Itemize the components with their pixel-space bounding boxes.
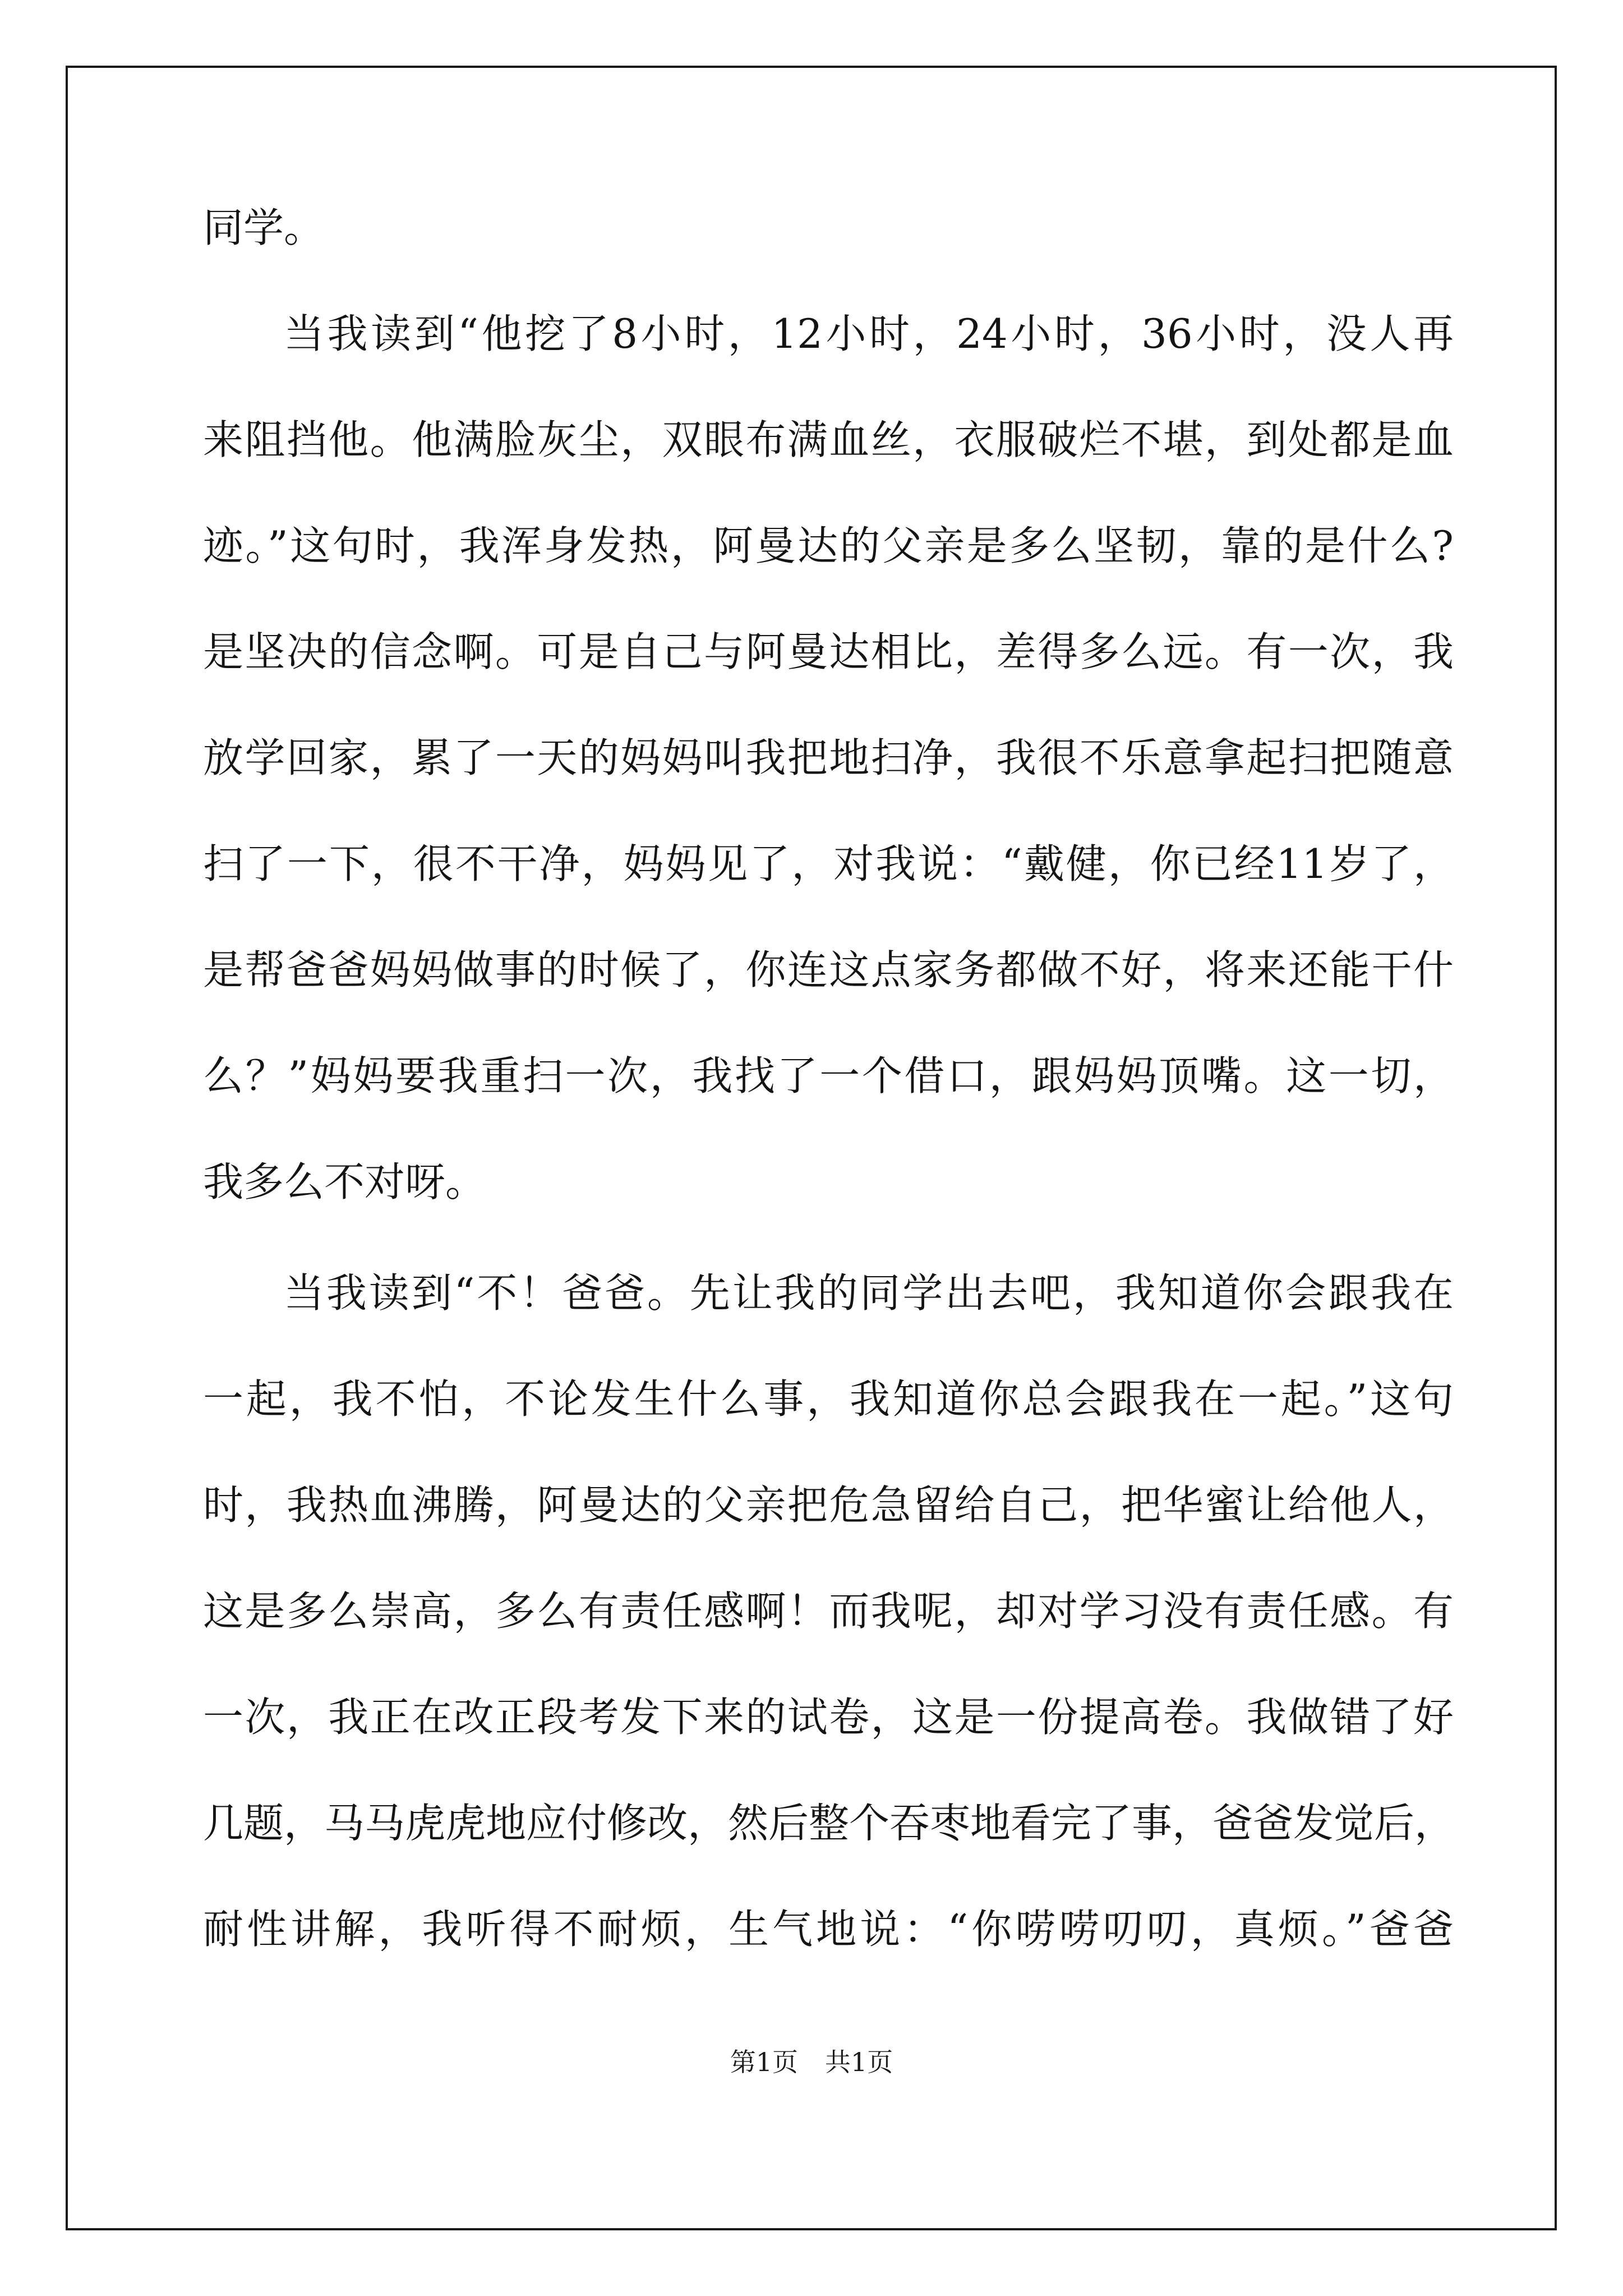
page-footer — [0, 2046, 1623, 2078]
text-line: 时，我热血沸腾，阿曼达的父亲把危急留给自己，把华蜜让给他人， — [203, 1481, 1454, 1529]
text-line: 是帮爸爸妈妈做事的时候了，你连这点家务都做不好，将来还能干什 — [203, 946, 1454, 993]
document-body — [203, 204, 1455, 2015]
text-line: 这是多么崇高，多么有责任感啊！而我呢，却对学习没有责任感。有 — [203, 1588, 1454, 1635]
text-line: 么？”妈妈要我重扫一次，我找了一个借口，跟妈妈顶嘴。这一切， — [203, 1052, 1454, 1099]
text-line: 来阻挡他。他满脸灰尘，双眼布满血丝，衣服破烂不堪，到处都是血 — [203, 416, 1454, 463]
text-line: 扫了一下，很不干净，妈妈见了，对我说：“戴健，你已经11岁了， — [203, 840, 1454, 887]
text-line: 是坚决的信念啊。可是自己与阿曼达相比，差得多么远。有一次，我 — [203, 628, 1454, 675]
text-line: 我多么不对呀。 — [203, 1158, 486, 1205]
text-line: 当我读到“他挖了8小时，12小时，24小时，36小时，没人再 — [284, 310, 1454, 357]
text-line: 迹。”这句时，我浑身发热，阿曼达的父亲是多么坚韧，靠的是什么? — [203, 522, 1454, 569]
text-line: 一起，我不怕，不论发生什么事，我知道你总会跟我在一起。”这句 — [203, 1375, 1454, 1423]
text-line: 几题，马马虎虎地应付修改，然后整个吞枣地看完了事，爸爸发觉后， — [203, 1800, 1455, 1847]
text-line: 放学回家，累了一天的妈妈叫我把地扫净，我很不乐意拿起扫把随意 — [203, 734, 1454, 781]
text-line: 当我读到“不！爸爸。先让我的同学出去吧，我知道你会跟我在 — [284, 1269, 1454, 1317]
text-line: 一次，我正在改正段考发下来的试卷，这是一份提高卷。我做错了好 — [203, 1694, 1454, 1741]
text-line: 耐性讲解，我听得不耐烦，生气地说：“你唠唠叨叨，真烦。”爸爸 — [203, 1906, 1454, 1953]
page-number: 第1页 — [730, 2047, 798, 2077]
page-total: 共1页 — [825, 2047, 893, 2077]
text-line: 同学。 — [203, 204, 325, 251]
